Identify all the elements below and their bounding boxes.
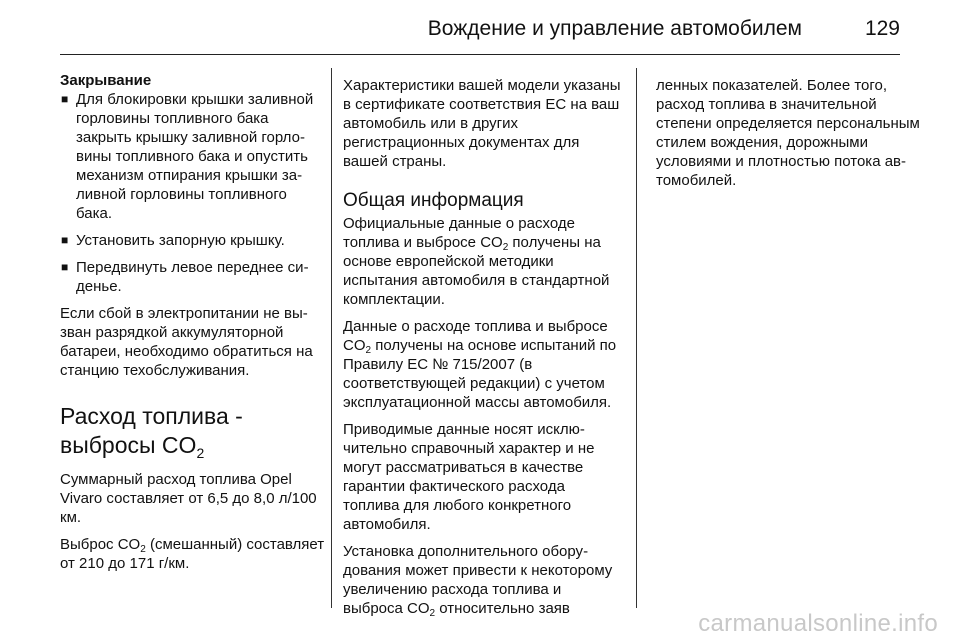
text-run: получены на основе испытаний по Правилу ЕС № 715/2007 (в соответствующей редакции) с учетом эксплуатационной массы автомобиля. [343,337,617,411]
list-item-text: Установить запорную крышку. [76,232,285,249]
total-consumption-paragraph: Суммарный расход топлива Opel Vivaro составляет от 6,5 до 8,0 л/100 км. [60,471,317,526]
subscript: 2 [196,445,205,461]
list-item [60,231,325,250]
model-characteristics-paragraph: Характеристики вашей модели указаны в сертификате соответствия ЕС на ваш автомобиль или в других регистрационных документах для вашей страны. [343,77,621,170]
official-data-paragraph [343,214,624,309]
bullet-square-icon: ■ [61,92,69,106]
page-number: 129 [864,17,900,40]
section-title-line2: выбросы CO [60,432,197,458]
list-item [60,90,325,223]
list-item [60,258,325,296]
general-info-heading: Общая информация [343,190,524,211]
regulation-paragraph [343,317,624,412]
text-run: (смешанный) составляет от 210 до 171 г/км. [60,536,325,572]
power-failure-paragraph: Если сбой в электропитании не вызван разрядкой аккумуляторной батареи, необходимо обратиться на станцию техобслуживания. [60,305,313,379]
section-title-line1: Расход топлива - [60,403,243,429]
text-run: Выброс CO [60,536,141,553]
subscript: 2 [429,608,436,619]
subscript: 2 [502,242,509,253]
column-divider-2 [636,68,637,608]
reference-data-paragraph: Приводимые данные носят исключительно справочный характер и не могут рассматриваться в качестве гарантии фактического расхода топлива для любого конкретного автомобиля. [343,421,595,533]
column-2 [343,76,624,626]
closing-steps-list [60,90,325,296]
text-run: Данные о расходе топлива и выбросе CO [343,318,608,354]
text-run: Официальные данные о расходе топлива и выбросе CO [343,215,575,251]
column-3 [656,76,926,198]
extra-equipment-paragraph [343,542,624,618]
text-run: получены на основе европейской методики испытания автомобиля в стандартной комплектации. [343,234,610,308]
bullet-square-icon: ■ [61,260,69,274]
subscript: 2 [140,544,146,555]
header-rule [60,54,900,55]
list-item-text: Передвинуть левое переднее сиденье. [76,259,309,295]
column-divider-1 [331,68,332,608]
text-run: Установка дополнительного оборудования может привести к некоторому увеличению расхода топлива и выброса CO [343,543,613,617]
watermark: carmanualsonline.info [698,610,938,637]
section-title [60,402,325,460]
page-header [60,0,900,55]
list-item-text: Для блокировки крышки заливной горловины топливного бака закрыть крышку заливной горловины топливного бака и опустить механизм отпирания крышки заливной горловины топливного бака. [76,91,314,222]
emission-paragraph [60,535,325,573]
driving-style-paragraph: ленных показателей. Более того, расход топлива в значительной степени определяется персональным стилем вождения, дорожными условиями и плотностью потока автомобилей. [656,77,920,189]
bullet-square-icon: ■ [61,233,69,247]
header-title: Вождение и управление автомобилем [427,17,802,40]
closing-heading: Закрывание [60,72,152,89]
text-run: относительно заяв [435,600,570,617]
column-1 [60,68,325,581]
subscript: 2 [365,345,372,356]
